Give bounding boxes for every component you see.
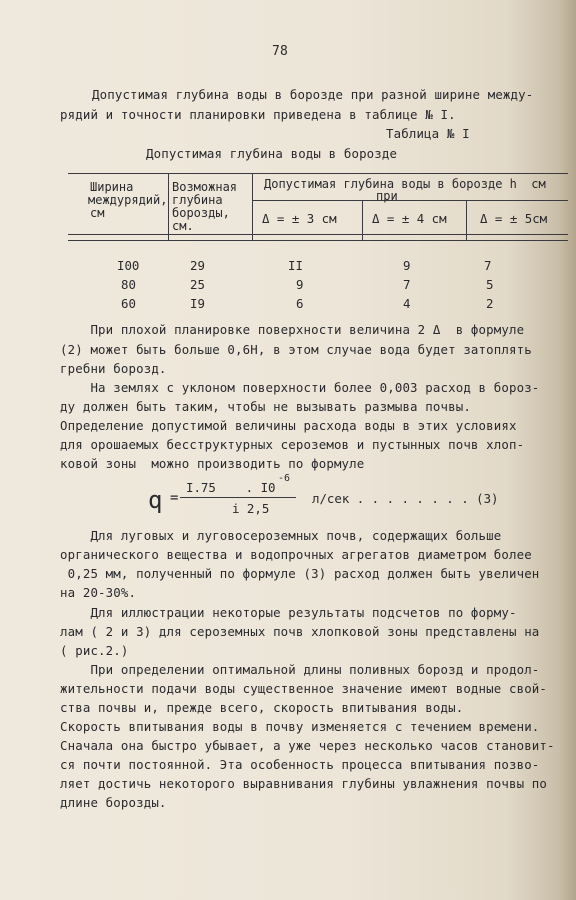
table-top-rule: [68, 173, 568, 174]
table-title: Допустимая глубина воды в борозде: [146, 146, 398, 161]
formula-lhs: q: [148, 486, 163, 514]
text-line: органического вещества и водопрочных агрегатов диаметром более: [60, 547, 532, 562]
text-line: При плохой планировке поверхности величина 2 Δ в формуле: [60, 322, 525, 337]
formula-unit: л/сек . . . . . . . . (3): [312, 491, 499, 506]
text-line: лам ( 2 и 3) для сероземных почв хлопковой зоны представлены на: [60, 624, 540, 639]
formula-numerator: I.75 . I0: [186, 480, 276, 495]
table-col-divider: [362, 200, 363, 240]
table-header-cell: борозды,: [172, 206, 230, 220]
table-col-divider: [466, 200, 467, 240]
text-line: При определении оптимальной длины поливных борозд и продол-: [60, 662, 540, 677]
table-header-cell: Ширина: [90, 180, 134, 194]
table-cell: 80: [121, 277, 136, 292]
text-line: жительности подачи воды существенное значение имеют водные свой-: [60, 681, 548, 696]
table-header-cell: Возможная: [172, 180, 238, 194]
text-line: длине борозды.: [60, 795, 167, 810]
text-line: Определение допустимой величины расхода воды в этих условиях: [60, 418, 517, 433]
text-line: Сначала она быстро убывает, а уже через несколько часов становит-: [60, 738, 555, 753]
table-group-header: при: [376, 189, 398, 203]
text-line: Скорость впитывания воды в почву изменяется с течением времени.: [60, 719, 540, 734]
page-number: 78: [272, 44, 288, 59]
text-line: ( рис.2.): [60, 643, 129, 658]
text-line: ляет достичь некоторого выравнивания глубины увлажнения почвы по: [60, 776, 548, 791]
table-cell: 7: [403, 277, 411, 292]
table-cell: I9: [190, 296, 205, 311]
text-line: ду должен быть таким, чтобы не вызывать размыва почвы.: [60, 399, 471, 414]
table-cell: 7: [484, 258, 492, 273]
table-subheader-cell: Δ = ± 4 см: [372, 211, 447, 226]
table-header-bottom-rule: [68, 234, 568, 235]
text-line: для орошаемых бесструктурных сероземов и пустынных почв хлоп-: [60, 437, 525, 452]
intro-line: Допустимая глубина воды в борозде при разной ширине между-: [92, 87, 534, 102]
table-subheader-cell: Δ = ± 3 см: [262, 211, 337, 226]
table-cell: 60: [121, 296, 136, 311]
table-group-header: Допустимая глубина воды в борозде h см: [264, 177, 546, 191]
table-subheader-cell: Δ = ± 5см: [480, 211, 548, 226]
table-cell: 9: [296, 277, 304, 292]
text-line: Для иллюстрации некоторые результаты подсчетов по форму-: [60, 605, 517, 620]
table-header-cell: см: [90, 206, 105, 220]
table-col-divider: [168, 173, 169, 240]
text-line: гребни борозд.: [60, 361, 167, 376]
table-cell: 9: [403, 258, 411, 273]
table-cell: 29: [190, 258, 205, 273]
table-mid-rule: [252, 200, 568, 201]
table-cell: 2: [486, 296, 494, 311]
text-line: на 20-30%.: [60, 585, 137, 600]
table-header-cell: глубина: [172, 193, 223, 207]
text-line: Для луговых и луговосероземных почв, содержащих больше: [60, 528, 502, 543]
fraction-bar: [180, 497, 296, 498]
formula-exponent: -6: [278, 473, 291, 484]
formula-denominator: i 2,5: [232, 501, 270, 516]
text-line: ся почти постоянной. Эта особенность процесса впитывания позво-: [60, 757, 540, 772]
table-header-cell: междурядий,: [88, 193, 168, 207]
formula-eq: =: [170, 490, 179, 506]
text-line: ства почвы и, прежде всего, скорость впитывания воды.: [60, 700, 464, 715]
text-line: ковой зоны можно производить по формуле: [60, 456, 365, 471]
table-label: Таблица № I: [386, 126, 470, 141]
text-line: На землях с уклоном поверхности более 0,003 расход в бороз-: [60, 380, 540, 395]
table-cell: 25: [190, 277, 205, 292]
table-cell: 6: [296, 296, 304, 311]
text-line: (2) может быть больше 0,6Н, в этом случае вода будет затоплять: [60, 342, 532, 357]
intro-line: рядий и точности планировки приведена в таблице № I.: [60, 107, 456, 122]
table-col-divider: [252, 173, 253, 240]
table-header-bottom-rule-2: [68, 240, 568, 241]
table-cell: II: [288, 258, 303, 273]
table-cell: I00: [117, 258, 140, 273]
table-cell: 5: [486, 277, 494, 292]
table-cell: 4: [403, 296, 411, 311]
text-line: 0,25 мм, полученный по формуле (3) расход должен быть увеличен: [60, 566, 540, 581]
table-header-cell: см.: [172, 219, 194, 233]
